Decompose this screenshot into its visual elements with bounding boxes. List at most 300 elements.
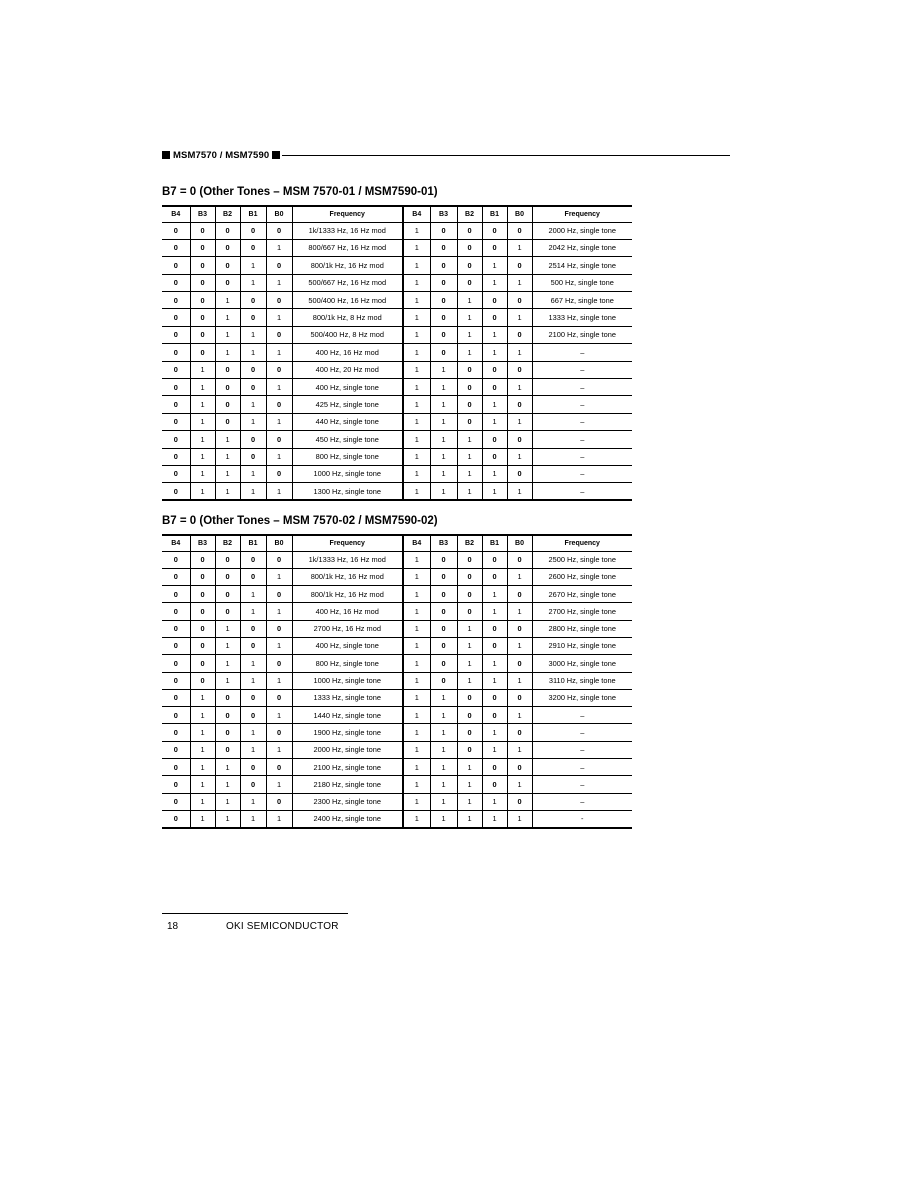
table-row (162, 620, 632, 637)
square-bullet-icon (272, 151, 280, 159)
column-header-frequency: Frequency (532, 535, 632, 551)
bit-cell-b3: 1 (190, 431, 215, 448)
bit-cell-b3: 0 (190, 222, 215, 239)
frequency-cell: 1440 Hz, single tone (292, 707, 403, 724)
bit-cell-b0: 0 (266, 655, 292, 672)
bit-cell-b2: 1 (215, 672, 240, 689)
bit-cell-b0: 0 (266, 361, 292, 378)
bit-cell-b3: 1 (190, 361, 215, 378)
frequency-cell: 400 Hz, 20 Hz mod (292, 361, 403, 378)
bit-cell-b1: 0 (240, 239, 266, 256)
bit-cell-b4: 0 (162, 620, 190, 637)
bit-cell-b4: 1 (403, 637, 430, 654)
bit-cell-b4: 1 (403, 292, 430, 309)
bit-cell-b4: 0 (162, 361, 190, 378)
bit-cell-b2: 1 (215, 637, 240, 654)
bit-cell-b3: 1 (430, 741, 457, 758)
bit-cell-b1: 0 (240, 759, 266, 776)
bit-cell-b1: 0 (240, 292, 266, 309)
column-header-b3: B3 (430, 206, 457, 222)
frequency-cell: 500 Hz, single tone (532, 274, 632, 291)
bit-cell-b4: 0 (162, 586, 190, 603)
frequency-cell: 400 Hz, 16 Hz mod (292, 603, 403, 620)
bit-cell-b3: 0 (430, 586, 457, 603)
bit-cell-b0: 1 (266, 603, 292, 620)
frequency-cell: 500/667 Hz, 16 Hz mod (292, 274, 403, 291)
bit-cell-b0: 0 (507, 326, 532, 343)
frequency-cell: 2700 Hz, single tone (532, 603, 632, 620)
bit-cell-b2: 1 (215, 620, 240, 637)
bit-cell-b2: 1 (457, 483, 482, 500)
column-header-frequency: Frequency (292, 206, 403, 222)
bit-cell-b4: 0 (162, 793, 190, 810)
frequency-cell: 425 Hz, single tone (292, 396, 403, 413)
bit-cell-b2: 0 (457, 239, 482, 256)
frequency-cell: 1000 Hz, single tone (292, 672, 403, 689)
bit-cell-b4: 1 (403, 776, 430, 793)
bit-cell-b0: 1 (507, 274, 532, 291)
bit-cell-b4: 0 (162, 741, 190, 758)
frequency-cell: – (532, 793, 632, 810)
bit-cell-b0: 0 (507, 689, 532, 706)
bit-cell-b4: 0 (162, 309, 190, 326)
bit-cell-b0: 0 (507, 551, 532, 568)
frequency-cell: 400 Hz, single tone (292, 379, 403, 396)
column-header-b1: B1 (240, 535, 266, 551)
bit-cell-b1: 1 (240, 483, 266, 500)
table-row (162, 292, 632, 309)
bit-cell-b2: 1 (215, 292, 240, 309)
column-header-b0: B0 (266, 206, 292, 222)
bit-cell-b4: 0 (162, 655, 190, 672)
bit-cell-b3: 1 (430, 724, 457, 741)
bit-cell-b1: 1 (482, 344, 507, 361)
running-header (162, 148, 730, 162)
frequency-cell: – (532, 379, 632, 396)
bit-cell-b4: 0 (162, 344, 190, 361)
bit-cell-b3: 1 (190, 707, 215, 724)
bit-cell-b0: 1 (266, 309, 292, 326)
bit-cell-b2: 0 (457, 274, 482, 291)
bit-cell-b2: 0 (457, 396, 482, 413)
table-row (162, 379, 632, 396)
bit-cell-b2: 1 (215, 326, 240, 343)
bit-cell-b0: 1 (507, 483, 532, 500)
bit-cell-b3: 0 (190, 239, 215, 256)
bit-cell-b3: 0 (430, 222, 457, 239)
bit-cell-b2: 0 (215, 724, 240, 741)
frequency-cell: 667 Hz, single tone (532, 292, 632, 309)
frequency-cell: 800 Hz, single tone (292, 448, 403, 465)
bit-cell-b1: 1 (240, 413, 266, 430)
bit-cell-b3: 0 (190, 309, 215, 326)
bit-cell-b3: 0 (190, 326, 215, 343)
bit-cell-b2: 1 (457, 793, 482, 810)
bit-cell-b4: 0 (162, 707, 190, 724)
bit-cell-b4: 0 (162, 448, 190, 465)
bit-cell-b1: 0 (482, 707, 507, 724)
bit-cell-b2: 1 (457, 637, 482, 654)
bit-cell-b0: 1 (507, 672, 532, 689)
bit-cell-b2: 0 (215, 396, 240, 413)
table-row (162, 551, 632, 568)
column-header-frequency: Frequency (292, 535, 403, 551)
page-number: 18 (167, 921, 179, 932)
bit-cell-b2: 0 (457, 257, 482, 274)
bit-cell-b4: 1 (403, 274, 430, 291)
bit-cell-b2: 0 (215, 379, 240, 396)
bit-cell-b0: 1 (266, 239, 292, 256)
bit-cell-b2: 0 (215, 257, 240, 274)
bit-cell-b0: 1 (266, 483, 292, 500)
bit-cell-b2: 0 (457, 222, 482, 239)
frequency-cell: 2100 Hz, single tone (292, 759, 403, 776)
bit-cell-b0: 1 (507, 344, 532, 361)
bit-cell-b1: 0 (482, 551, 507, 568)
frequency-cell: 2100 Hz, single tone (532, 326, 632, 343)
bit-cell-b4: 1 (403, 413, 430, 430)
bit-cell-b0: 0 (266, 326, 292, 343)
table-row (162, 257, 632, 274)
table-row (162, 222, 632, 239)
frequency-cell: 400 Hz, single tone (292, 637, 403, 654)
column-header-b2: B2 (215, 535, 240, 551)
bit-cell-b1: 1 (482, 672, 507, 689)
column-header-frequency: Frequency (532, 206, 632, 222)
frequency-cell: – (532, 465, 632, 482)
bit-cell-b3: 1 (190, 759, 215, 776)
bit-cell-b3: 0 (430, 326, 457, 343)
bit-cell-b0: 1 (266, 776, 292, 793)
table-row (162, 810, 632, 827)
bit-cell-b0: 0 (266, 257, 292, 274)
frequency-cell: 3000 Hz, single tone (532, 655, 632, 672)
header-rule (282, 155, 730, 156)
bit-cell-b4: 1 (403, 620, 430, 637)
table-row (162, 465, 632, 482)
frequency-cell: 2500 Hz, single tone (532, 551, 632, 568)
bit-cell-b0: 0 (507, 361, 532, 378)
bit-cell-b0: 0 (266, 396, 292, 413)
bit-cell-b2: 1 (457, 431, 482, 448)
bit-cell-b0: 0 (266, 620, 292, 637)
table-row (162, 637, 632, 654)
bit-cell-b3: 1 (430, 810, 457, 827)
bit-cell-b2: 0 (457, 551, 482, 568)
bit-cell-b2: 0 (215, 361, 240, 378)
bit-cell-b0: 0 (266, 689, 292, 706)
bit-cell-b0: 0 (266, 724, 292, 741)
frequency-cell: 2300 Hz, single tone (292, 793, 403, 810)
bit-cell-b0: 1 (507, 568, 532, 585)
table-row (162, 741, 632, 758)
bit-cell-b1: 0 (240, 776, 266, 793)
bit-cell-b4: 1 (403, 568, 430, 585)
bit-cell-b3: 0 (430, 344, 457, 361)
bit-cell-b2: 0 (215, 274, 240, 291)
bit-cell-b2: 1 (457, 655, 482, 672)
bit-cell-b0: 0 (266, 759, 292, 776)
bit-cell-b0: 1 (266, 741, 292, 758)
bit-cell-b3: 1 (190, 810, 215, 827)
bit-cell-b4: 1 (403, 586, 430, 603)
frequency-cell: 440 Hz, single tone (292, 413, 403, 430)
bit-cell-b1: 1 (482, 396, 507, 413)
bit-cell-b1: 0 (482, 759, 507, 776)
bit-cell-b3: 0 (430, 655, 457, 672)
column-header-b1: B1 (240, 206, 266, 222)
bit-cell-b4: 0 (162, 396, 190, 413)
bit-cell-b4: 1 (403, 741, 430, 758)
bit-cell-b3: 0 (190, 292, 215, 309)
bit-cell-b4: 1 (403, 309, 430, 326)
bit-cell-b1: 1 (240, 603, 266, 620)
bit-cell-b1: 0 (482, 309, 507, 326)
bit-cell-b0: 0 (266, 793, 292, 810)
bit-cell-b4: 1 (403, 379, 430, 396)
frequency-cell: 800/1k Hz, 16 Hz mod (292, 257, 403, 274)
bit-cell-b2: 0 (215, 551, 240, 568)
table-row (162, 344, 632, 361)
frequency-cell: - (532, 810, 632, 827)
bit-cell-b1: 1 (240, 793, 266, 810)
bit-cell-b4: 0 (162, 257, 190, 274)
bit-cell-b1: 0 (240, 379, 266, 396)
bit-cell-b0: 0 (507, 396, 532, 413)
bit-cell-b1: 0 (482, 448, 507, 465)
column-header-b4: B4 (162, 535, 190, 551)
bit-cell-b4: 1 (403, 257, 430, 274)
bit-cell-b3: 0 (190, 257, 215, 274)
bit-cell-b2: 1 (215, 759, 240, 776)
bit-cell-b4: 1 (403, 707, 430, 724)
bit-cell-b3: 0 (430, 309, 457, 326)
bit-cell-b0: 1 (266, 274, 292, 291)
bit-cell-b2: 0 (457, 603, 482, 620)
frequency-cell: 2180 Hz, single tone (292, 776, 403, 793)
bit-cell-b1: 0 (482, 689, 507, 706)
bit-cell-b3: 1 (430, 448, 457, 465)
bit-cell-b4: 1 (403, 431, 430, 448)
bit-cell-b4: 1 (403, 793, 430, 810)
bit-cell-b2: 0 (215, 222, 240, 239)
bit-cell-b1: 0 (240, 620, 266, 637)
table-row (162, 448, 632, 465)
bit-cell-b3: 1 (430, 465, 457, 482)
bit-cell-b0: 1 (507, 413, 532, 430)
bit-cell-b3: 0 (430, 239, 457, 256)
bit-cell-b1: 1 (482, 257, 507, 274)
bit-cell-b1: 1 (482, 655, 507, 672)
bit-cell-b3: 1 (430, 793, 457, 810)
bit-cell-b1: 1 (482, 603, 507, 620)
table-row (162, 707, 632, 724)
column-header-b4: B4 (162, 206, 190, 222)
bit-cell-b2: 0 (215, 568, 240, 585)
bit-cell-b1: 1 (482, 413, 507, 430)
bit-cell-b0: 1 (507, 239, 532, 256)
bit-cell-b1: 1 (482, 586, 507, 603)
bit-cell-b0: 0 (507, 257, 532, 274)
frequency-cell: 800 Hz, single tone (292, 655, 403, 672)
bit-cell-b3: 1 (190, 413, 215, 430)
bit-cell-b1: 0 (240, 689, 266, 706)
frequency-cell: – (532, 724, 632, 741)
bit-cell-b2: 1 (215, 309, 240, 326)
column-header-b1: B1 (482, 535, 507, 551)
bit-cell-b4: 1 (403, 551, 430, 568)
bit-cell-b4: 1 (403, 239, 430, 256)
bit-cell-b4: 0 (162, 274, 190, 291)
bit-cell-b2: 0 (457, 586, 482, 603)
frequency-cell: – (532, 361, 632, 378)
bit-cell-b1: 0 (240, 448, 266, 465)
bit-cell-b3: 0 (190, 568, 215, 585)
bit-cell-b4: 1 (403, 655, 430, 672)
bit-cell-b1: 0 (482, 568, 507, 585)
bit-cell-b3: 0 (430, 672, 457, 689)
bit-cell-b1: 0 (482, 620, 507, 637)
bit-cell-b4: 1 (403, 465, 430, 482)
bit-cell-b3: 1 (190, 448, 215, 465)
bit-cell-b3: 0 (430, 637, 457, 654)
bit-cell-b2: 0 (215, 413, 240, 430)
bit-cell-b0: 1 (507, 810, 532, 827)
bit-cell-b4: 0 (162, 379, 190, 396)
column-header-b4: B4 (403, 206, 430, 222)
bit-cell-b1: 1 (240, 741, 266, 758)
bit-cell-b2: 1 (215, 465, 240, 482)
column-header-b2: B2 (457, 535, 482, 551)
frequency-cell: 2514 Hz, single tone (532, 257, 632, 274)
column-header-b0: B0 (266, 535, 292, 551)
bit-cell-b4: 0 (162, 568, 190, 585)
bit-cell-b2: 1 (457, 344, 482, 361)
bit-cell-b3: 0 (430, 257, 457, 274)
bit-cell-b0: 1 (266, 344, 292, 361)
frequency-cell: 2600 Hz, single tone (532, 568, 632, 585)
column-header-b2: B2 (457, 206, 482, 222)
bit-cell-b4: 1 (403, 344, 430, 361)
bit-cell-b3: 1 (430, 413, 457, 430)
table-row (162, 309, 632, 326)
frequency-cell: – (532, 776, 632, 793)
table-row (162, 724, 632, 741)
bit-cell-b2: 0 (457, 361, 482, 378)
bit-cell-b2: 0 (215, 603, 240, 620)
frequency-cell: 500/400 Hz, 8 Hz mod (292, 326, 403, 343)
table-row (162, 274, 632, 291)
bit-cell-b0: 1 (507, 603, 532, 620)
frequency-cell: – (532, 759, 632, 776)
bit-cell-b0: 1 (266, 413, 292, 430)
table-row (162, 776, 632, 793)
bit-cell-b3: 1 (430, 776, 457, 793)
table-row (162, 689, 632, 706)
bit-cell-b4: 1 (403, 810, 430, 827)
table-row (162, 431, 632, 448)
table-row (162, 793, 632, 810)
frequency-cell: 2670 Hz, single tone (532, 586, 632, 603)
bit-cell-b4: 0 (162, 810, 190, 827)
bit-cell-b1: 1 (240, 326, 266, 343)
bit-cell-b4: 0 (162, 465, 190, 482)
bit-cell-b1: 1 (240, 586, 266, 603)
frequency-cell: – (532, 741, 632, 758)
table-row (162, 759, 632, 776)
bit-cell-b3: 1 (190, 793, 215, 810)
bit-cell-b4: 1 (403, 448, 430, 465)
bit-cell-b1: 0 (240, 568, 266, 585)
bit-cell-b0: 1 (507, 309, 532, 326)
bit-cell-b3: 0 (190, 586, 215, 603)
tone-table-7570-02 (162, 534, 632, 829)
frequency-cell: 800/667 Hz, 16 Hz mod (292, 239, 403, 256)
table-row (162, 655, 632, 672)
bit-cell-b3: 1 (190, 465, 215, 482)
bit-cell-b0: 0 (266, 222, 292, 239)
bit-cell-b3: 1 (190, 379, 215, 396)
bit-cell-b2: 0 (215, 741, 240, 758)
tone-table-7570-01 (162, 205, 632, 501)
bit-cell-b2: 0 (457, 689, 482, 706)
column-header-b0: B0 (507, 206, 532, 222)
bit-cell-b1: 1 (240, 724, 266, 741)
bit-cell-b0: 1 (507, 741, 532, 758)
bit-cell-b1: 0 (240, 431, 266, 448)
frequency-cell: 2800 Hz, single tone (532, 620, 632, 637)
bit-cell-b4: 1 (403, 759, 430, 776)
bit-cell-b0: 1 (266, 568, 292, 585)
bit-cell-b3: 0 (190, 551, 215, 568)
bit-cell-b2: 0 (215, 707, 240, 724)
bit-cell-b2: 1 (457, 448, 482, 465)
frequency-cell: 1900 Hz, single tone (292, 724, 403, 741)
bit-cell-b0: 1 (507, 776, 532, 793)
frequency-cell: – (532, 396, 632, 413)
bit-cell-b2: 1 (457, 620, 482, 637)
bit-cell-b4: 1 (403, 483, 430, 500)
bit-cell-b0: 0 (507, 586, 532, 603)
bit-cell-b1: 0 (482, 776, 507, 793)
column-header-b4: B4 (403, 535, 430, 551)
bit-cell-b2: 0 (457, 413, 482, 430)
bit-cell-b3: 1 (190, 776, 215, 793)
frequency-cell: 800/1k Hz, 16 Hz mod (292, 586, 403, 603)
bit-cell-b2: 0 (457, 379, 482, 396)
bit-cell-b4: 1 (403, 724, 430, 741)
bit-cell-b1: 0 (240, 361, 266, 378)
column-header-b3: B3 (190, 535, 215, 551)
bit-cell-b1: 0 (240, 222, 266, 239)
bit-cell-b2: 1 (457, 465, 482, 482)
bit-cell-b0: 0 (266, 431, 292, 448)
bit-cell-b3: 0 (190, 603, 215, 620)
bit-cell-b0: 1 (266, 672, 292, 689)
bit-cell-b1: 1 (482, 810, 507, 827)
bit-cell-b4: 0 (162, 724, 190, 741)
frequency-cell: 1300 Hz, single tone (292, 483, 403, 500)
bit-cell-b4: 1 (403, 672, 430, 689)
bit-cell-b4: 0 (162, 759, 190, 776)
bit-cell-b0: 0 (266, 292, 292, 309)
frequency-cell: – (532, 413, 632, 430)
table-header-row (162, 206, 632, 222)
frequency-cell: 2400 Hz, single tone (292, 810, 403, 827)
bit-cell-b1: 1 (240, 344, 266, 361)
bit-cell-b1: 1 (482, 326, 507, 343)
bit-cell-b2: 1 (215, 448, 240, 465)
